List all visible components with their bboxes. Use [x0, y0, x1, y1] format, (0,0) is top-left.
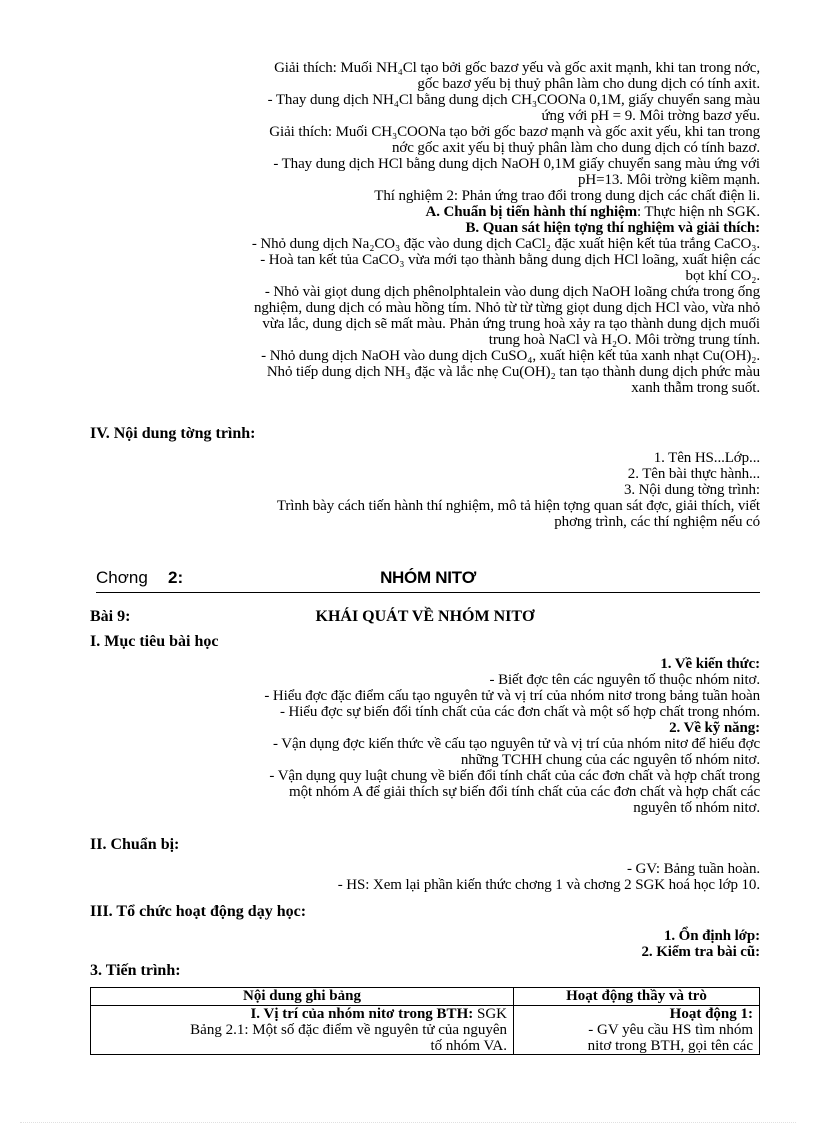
- table-cell-activity: [514, 1006, 760, 1055]
- cell-title: [97, 1006, 507, 1022]
- text-line: - Nhỏ vài giọt dung dịch phênolphtalein vào dung dịch NaOH loãng chứa trong ống: [264, 284, 760, 300]
- text-line: - Nhỏ dung dịch Na₂CO₃ đặc vào dung dịch CaCl₂ đặc xuất hiện kết tủa trắng CaCO₃.: [251, 236, 760, 252]
- text-line: gốc bazơ yếu bị thuỷ phân làm cho dung dịch có tính axit.: [417, 76, 760, 92]
- chapter-number: 2:: [168, 568, 184, 587]
- observation-block: [96, 236, 760, 396]
- text-line: Giải thích: Muối NH₄Cl tạo bởi gốc bazơ yếu và gốc axit mạnh, khi tan trong nớc,: [274, 60, 760, 76]
- lesson-title: KHÁI QUÁT VỀ NHÓM NITƠ: [315, 608, 535, 625]
- skills-heading: 2. Về kỹ năng:: [669, 720, 760, 736]
- text-line: - Hoà tan kết tủa CaCO₃ vừa mới tạo thành bằng dung dịch HCl loãng, xuất hiện các: [260, 252, 760, 268]
- prep-line: [96, 204, 760, 220]
- text-line: ứng với pH = 9. Môi trờng bazơ yếu.: [541, 108, 760, 124]
- text-line: - Vận dụng đợc kiến thức về cấu tạo nguyên tử và vị trí của nhóm nitơ để hiểu đợc: [273, 736, 760, 752]
- table-header-cell: Hoạt động thầy và trò: [514, 988, 760, 1006]
- section-i-heading: I. Mục tiêu bài học: [90, 633, 219, 650]
- text-line: phơng trình, các thí nghiệm nếu có: [554, 514, 760, 530]
- text-line: - Vận dụng quy luật chung về biến đổi tính chất của các đơn chất và hợp chất trong: [269, 768, 760, 784]
- text-line: - Hiểu đợc đặc điểm cấu tạo nguyên tử và vị trí của nhóm nitơ trong bảng tuần hoàn: [264, 688, 760, 704]
- knowledge-heading: 1. Về kiến thức:: [660, 656, 760, 672]
- cell-title-normal: SGK: [473, 1006, 507, 1022]
- table-row: [91, 1006, 760, 1055]
- lesson-number: Bài 9:: [90, 608, 131, 625]
- section-ii-heading: II. Chuẩn bị:: [90, 836, 180, 853]
- text-line: nghiệm, dung dịch có màu hồng tím. Nhỏ từ từ từng giọt dung dịch HCl vào, vừa nhỏ: [253, 300, 760, 316]
- text-line: Thí nghiệm 2: Phản ứng trao đổi trong dung dịch các chất điện li.: [374, 188, 760, 204]
- class-steps-block: [96, 928, 760, 960]
- prep-heading: A. Chuẩn bị tiến hành thí nghiệm: [425, 204, 637, 220]
- text-line: 3. Nội dung tờng trình:: [623, 482, 760, 498]
- section-iv-heading: IV. Nội dung tờng trình:: [90, 425, 256, 442]
- text-line: Nhỏ tiếp dung dịch NH₃ đặc và lắc nhẹ Cu(OH)₂ tan tạo thành dung dịch phức màu: [266, 364, 760, 380]
- cell-title: Hoạt động 1:: [669, 1006, 753, 1022]
- text-line: bọt khí CO₂.: [685, 268, 760, 284]
- text-line: nguyên tố nhóm nitơ.: [633, 800, 760, 816]
- text-line: trung hoà NaCl và H₂O. Môi trờng trung tính.: [488, 332, 760, 348]
- section-iii-heading: III. Tổ chức hoạt động dạy học:: [90, 903, 307, 920]
- report-block: [96, 450, 760, 530]
- knowledge-block: [96, 656, 760, 816]
- text-line: Giải thích: Muối CH₃COONa tạo bởi gốc bazơ mạnh và gốc axit yếu, khi tan trong: [269, 124, 760, 140]
- table-header-row: [91, 988, 760, 1006]
- text-line: - Nhỏ dung dịch NaOH vào dung dịch CuSO₄, xuất hiện kết tủa xanh nhạt Cu(OH)₂.: [261, 348, 760, 364]
- cell-line: tố nhóm VA.: [430, 1038, 507, 1054]
- text-line: Trình bày cách tiến hành thí nghiệm, mô tả hiện tợng quan sát đợc, giải thích, viết: [276, 498, 760, 514]
- process-heading: 3. Tiến trình:: [90, 962, 181, 979]
- lesson-table: [90, 987, 760, 1055]
- text-line: - Thay dung dịch HCl bằng dung dịch NaOH 0,1M giấy chuyển sang màu ứng với: [273, 156, 760, 172]
- text-line: - Thay dung dịch NH₄Cl bằng dung dịch CH₃COONa 0,1M, giấy chuyển sang màu: [267, 92, 760, 108]
- text-line: 2. Tên bài thực hành...: [627, 466, 760, 482]
- chapter-label: Chơng: [96, 568, 148, 587]
- preparation-block: [96, 861, 760, 893]
- text-line: - GV: Bảng tuần hoàn.: [626, 861, 760, 877]
- cell-line: - GV yêu cầu HS tìm nhóm: [588, 1022, 753, 1038]
- observe-heading: B. Quan sát hiện tợng thí nghiệm và giải thích:: [465, 220, 760, 236]
- chapter-header: [96, 568, 760, 593]
- text-line: - Biết đợc tên các nguyên tố thuộc nhóm nitơ.: [489, 672, 760, 688]
- cell-line: Bảng 2.1: Một số đặc điểm về nguyên tử của nguyên: [190, 1022, 507, 1038]
- chapter-title: NHÓM NITƠ: [380, 568, 476, 587]
- text-line: 1. Tên HS...Lớp...: [653, 450, 760, 466]
- text-line: 1. Ổn định lớp:: [663, 928, 760, 944]
- cell-title-bold: I. Vị trí của nhóm nitơ trong BTH:: [250, 1006, 474, 1022]
- text-line: xanh thẫm trong suốt.: [631, 380, 760, 396]
- text-line: - Hiểu đợc sự biến đổi tính chất của các đơn chất và một số hợp chất trong nhóm.: [279, 704, 760, 720]
- table-cell-content: [91, 1006, 514, 1055]
- table-header-cell: Nội dung ghi bảng: [91, 988, 514, 1006]
- text-line: nớc gốc axit yếu bị thuỷ phân làm cho dung dịch có tính bazơ.: [391, 140, 760, 156]
- text-line: 2. Kiểm tra bài cũ:: [641, 944, 760, 960]
- explanation-block: [96, 60, 760, 236]
- text-line: một nhóm A để giải thích sự biến đổi tính chất của các đơn chất và hợp chất các: [289, 784, 760, 800]
- text-line: những TCHH chung của các nguyên tố nhóm nitơ.: [460, 752, 760, 768]
- text-line: vừa lắc, dung dịch sẽ mất màu. Phản ứng trung hoà xảy ra tạo thành dung dịch muối: [262, 316, 760, 332]
- text-line: pH=13. Môi trờng kiềm mạnh.: [577, 172, 760, 188]
- cell-line: nitơ trong BTH, gọi tên các: [587, 1038, 753, 1054]
- lesson-header: [90, 608, 760, 628]
- text-line: - HS: Xem lại phần kiến thức chơng 1 và chơng 2 SGK hoá học lớp 10.: [337, 877, 760, 893]
- prep-text: : Thực hiện nh SGK.: [636, 204, 760, 220]
